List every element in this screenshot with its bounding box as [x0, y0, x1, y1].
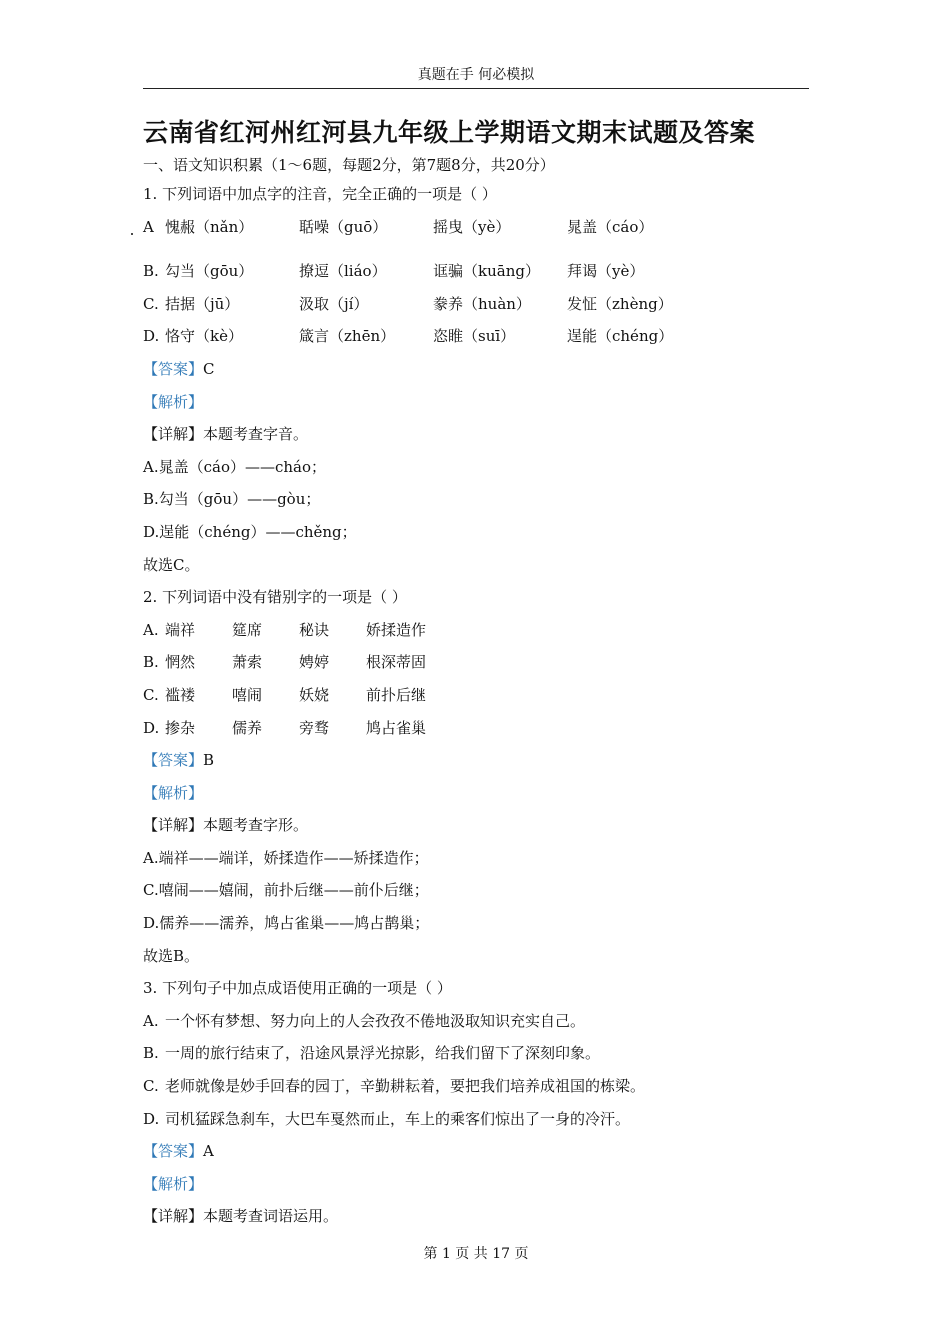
option-item: 诓骗（kuāng）	[433, 262, 540, 281]
option-label: C.	[143, 294, 159, 313]
q2-options	[143, 614, 823, 744]
option-label: A.	[143, 620, 159, 639]
q3-answer	[143, 1135, 823, 1168]
q1-options	[143, 211, 823, 353]
q2-analysis-tag: 【解析】	[143, 783, 204, 802]
option-item: 端祥	[165, 620, 196, 639]
q2-answer	[143, 744, 823, 777]
option-item: 豢养（huàn）	[433, 294, 531, 313]
q1-detail: D.逞能（chéng）——chěng；	[143, 522, 357, 541]
option-item: 逞能（chéng）	[567, 327, 674, 346]
q2-detail: C.嘻闹——嬉闹，前扑后继——前仆后继；	[143, 881, 429, 900]
q1-detail: A.晁盖（cáo）——cháo；	[143, 457, 327, 476]
option-item: 恣睢（suī）	[433, 327, 516, 346]
answer-value: B	[203, 751, 215, 770]
option-item: 聒噪（guō）	[299, 217, 388, 236]
q2-stem: 2. 下列词语中没有错别字的一项是（ ）	[143, 588, 407, 607]
answer-value: C	[203, 359, 215, 378]
option-item: 娉婷	[299, 653, 330, 672]
option-label: A	[143, 211, 165, 244]
option-label: D.	[143, 327, 160, 346]
option-text: 司机猛踩急刹车，大巴车戛然而止，车上的乘客们惊出了一身的冷汗。	[165, 1109, 631, 1128]
option-label: B.	[143, 1044, 159, 1063]
option-item: 根深蒂固	[366, 653, 427, 672]
option-label: A.	[143, 1011, 159, 1030]
option-item: 儒养	[232, 718, 263, 737]
option-item: 娇揉造作	[366, 620, 427, 639]
option-label: C.	[143, 1077, 159, 1096]
q1-answer	[143, 353, 823, 386]
q1-option-b	[143, 255, 823, 288]
option-label: C.	[143, 685, 159, 704]
q1-detail: B.勾当（gōu）——gòu；	[143, 490, 321, 509]
option-item: 惘然	[165, 653, 196, 672]
option-item: 秘诀	[299, 620, 330, 639]
option-text: 一个怀有梦想、努力向上的人会孜孜不倦地汲取知识充实自己。	[165, 1011, 586, 1030]
option-item: 撩逗（liáo）	[299, 262, 387, 281]
q3-stem: 3. 下列句子中加点成语使用正确的一项是（ ）	[143, 979, 452, 998]
option-item: 掺杂	[165, 718, 196, 737]
page-footer: 第 1 页 共 17 页	[423, 1246, 529, 1262]
answer-tag: 【答案】	[143, 1142, 204, 1161]
answer-tag: 【答案】	[143, 751, 204, 770]
option-item: 恪守（kè）	[165, 327, 243, 346]
q2-detail: 【详解】本题考查字形。	[143, 816, 309, 835]
q2-detail: D.儒养——濡养，鸠占雀巢——鸠占鹊巢；	[143, 914, 430, 933]
option-text: 一周的旅行结束了，沿途风景浮光掠影，给我们留下了深刻印象。	[165, 1044, 601, 1063]
option-item: 嘻闹	[232, 685, 263, 704]
option-label: D.	[143, 1109, 160, 1128]
q3-option-d	[143, 1103, 823, 1136]
document-title: 云南省红河州红河县九年级上学期语文期末试题及答案	[143, 118, 756, 147]
option-item: 汲取（jí）	[299, 294, 369, 313]
q1-detail: 【详解】本题考查字音。	[143, 425, 309, 444]
option-item: 晁盖（cáo）	[567, 217, 654, 236]
header-rule	[143, 88, 809, 89]
q1-option-d	[143, 320, 823, 353]
page-header: 真题在手 何必模拟	[417, 67, 535, 83]
q3-option-a	[143, 1005, 823, 1038]
section-heading: 一、语文知识积累（1～6题，每题2分，第7题8分，共20分）	[143, 156, 555, 174]
option-item: 拜谒（yè）	[567, 262, 645, 281]
q2-option-a	[143, 614, 823, 647]
option-item: 褴褛	[165, 685, 196, 704]
option-item: 箴言（zhēn）	[299, 327, 396, 346]
option-label: D.	[143, 718, 160, 737]
option-item: 萧索	[232, 653, 263, 672]
q3-option-b	[143, 1037, 823, 1070]
q3-option-c	[143, 1070, 823, 1103]
q1-stem: 1. 下列词语中加点字的注音，完全正确的一项是（ ）	[143, 185, 497, 203]
q3-analysis-tag: 【解析】	[143, 1174, 204, 1193]
q1-option-c	[143, 288, 823, 321]
q2-option-c	[143, 679, 823, 712]
option-label: B.	[143, 653, 159, 672]
option-item: 摇曳（yè）	[433, 217, 511, 236]
q1-detail: 故选C。	[143, 555, 200, 574]
q3-detail: 【详解】本题考查词语运用。	[143, 1207, 339, 1226]
option-item: 勾当（gōu）	[165, 262, 254, 281]
option-label: B.	[143, 262, 159, 281]
document-body	[143, 152, 823, 1233]
option-text: 老师就像是妙手回春的园丁，辛勤耕耘着，要把我们培养成祖国的栋梁。	[165, 1077, 646, 1096]
option-item: 筵席	[232, 620, 263, 639]
option-item: 鸠占雀巢	[366, 718, 427, 737]
spacer	[143, 243, 823, 255]
option-item: 旁骛	[299, 718, 330, 737]
q2-detail: A.端祥——端详，娇揉造作——矫揉造作；	[143, 848, 429, 867]
q2-detail: 故选B。	[143, 946, 200, 965]
q2-option-d	[143, 712, 823, 745]
option-item: 前扑后继	[366, 685, 427, 704]
answer-value: A	[203, 1142, 214, 1161]
option-item: 发怔（zhèng）	[567, 294, 673, 313]
q2-option-b	[143, 646, 823, 679]
option-item: 妖娆	[299, 685, 330, 704]
answer-tag: 【答案】	[143, 359, 204, 378]
q1-option-a	[143, 211, 823, 244]
q1-analysis-tag: 【解析】	[143, 392, 204, 411]
option-item: 愧赧（nǎn）	[165, 217, 254, 236]
option-item: 拮据（jū）	[165, 294, 240, 313]
